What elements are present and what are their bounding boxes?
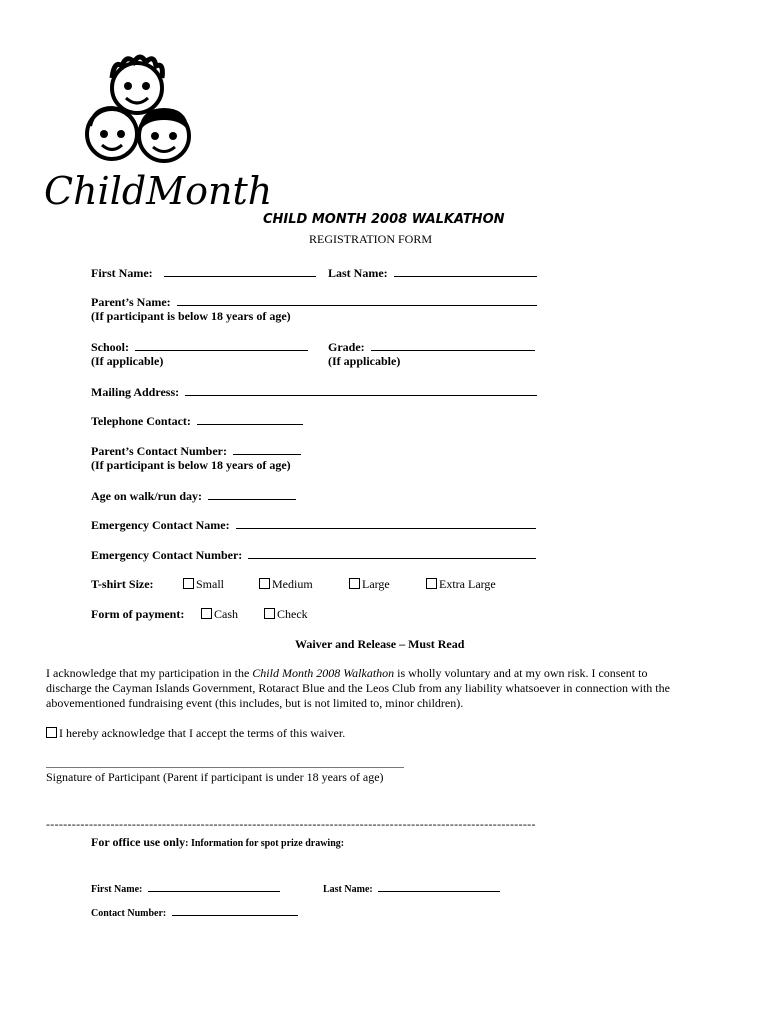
tshirt-option-large[interactable] — [349, 577, 390, 592]
waiver-line-3: abovementioned fundraising event (this includes, but is not limited to, minor children). — [46, 696, 464, 710]
parents-name-note: (If participant is below 18 years of age) — [91, 309, 291, 323]
last-name-label: Last Name: — [328, 266, 388, 280]
payment-option-cash[interactable] — [201, 607, 238, 622]
grade-label: Grade: — [328, 340, 365, 354]
school-row — [91, 339, 308, 355]
emergency-number-row — [91, 547, 536, 563]
grade-field[interactable] — [371, 339, 535, 351]
school-label: School: — [91, 340, 130, 354]
checkbox-icon[interactable] — [349, 578, 360, 589]
office-heading: For office use only — [91, 835, 186, 849]
tshirt-option-label: Small — [196, 577, 225, 591]
emergency-name-field[interactable] — [236, 517, 536, 529]
tshirt-label: T-shirt Size: — [91, 577, 154, 591]
tshirt-option-extra-large[interactable] — [426, 577, 496, 592]
tshirt-option-label: Large — [362, 577, 390, 591]
telephone-row — [91, 413, 303, 429]
office-first-name-label: First Name: — [91, 884, 143, 895]
mailing-address-field[interactable] — [185, 384, 537, 396]
form-subtitle: REGISTRATION FORM — [309, 232, 433, 246]
parents-contact-label: Parent’s Contact Number: — [91, 444, 227, 458]
signature-caption: Signature of Participant (Parent if participant is under 18 years of age) — [46, 770, 384, 784]
last-name-field[interactable] — [394, 265, 537, 277]
children-faces-icon — [42, 48, 273, 218]
first-name-field[interactable] — [164, 265, 316, 277]
age-label: Age on walk/run day: — [91, 489, 203, 503]
parents-name-field[interactable] — [177, 294, 537, 306]
child-month-logo — [42, 48, 273, 218]
tshirt-option-label: Medium — [272, 577, 313, 591]
checkbox-icon[interactable] — [46, 727, 57, 738]
first-name-row — [91, 265, 316, 281]
logo-wordmark: ChildMonth — [44, 169, 273, 213]
payment-label: Form of payment: — [91, 607, 185, 621]
parents-contact-row — [91, 443, 301, 459]
parents-contact-field[interactable] — [233, 443, 301, 455]
office-first-name-field[interactable] — [148, 882, 280, 892]
office-first-name-row — [91, 882, 280, 895]
checkbox-icon[interactable] — [259, 578, 270, 589]
parents-name-label: Parent’s Name: — [91, 295, 171, 309]
office-subheading: : Information for spot prize drawing: — [185, 838, 345, 849]
waiver-text-after: is wholly voluntary and at my own risk. I consent to — [394, 666, 648, 680]
office-last-name-label: Last Name: — [323, 884, 373, 895]
office-last-name-row — [323, 882, 500, 895]
parents-contact-note: (If participant is below 18 years of age) — [91, 458, 291, 472]
waiver-accept-row[interactable] — [46, 726, 345, 741]
school-field[interactable] — [135, 339, 308, 351]
office-heading-row — [91, 833, 344, 851]
waiver-event-name: Child Month 2008 Walkathon — [252, 666, 395, 680]
emergency-number-label: Emergency Contact Number: — [91, 548, 243, 562]
payment-option-check[interactable] — [264, 607, 308, 622]
payment-option-label: Cash — [214, 607, 238, 621]
mailing-address-label: Mailing Address: — [91, 385, 180, 399]
waiver-heading: Waiver and Release – Must Read — [295, 637, 465, 651]
checkbox-icon[interactable] — [264, 608, 275, 619]
payment-option-label: Check — [277, 607, 308, 621]
waiver-line-1 — [46, 666, 647, 681]
telephone-field[interactable] — [197, 413, 303, 425]
signature-line[interactable] — [46, 766, 404, 768]
waiver-accept-label: I hereby acknowledge that I accept the terms of this waiver. — [59, 726, 346, 740]
checkbox-icon[interactable] — [183, 578, 194, 589]
tshirt-option-label: Extra Large — [439, 577, 496, 591]
grade-note: (If applicable) — [328, 354, 401, 368]
mailing-address-row — [91, 384, 537, 400]
office-divider: ------------------------------------------------------------------------------------------------------------------ — [46, 817, 536, 831]
office-contact-label: Contact Number: — [91, 908, 167, 919]
office-contact-row — [91, 906, 298, 919]
checkbox-icon[interactable] — [201, 608, 212, 619]
grade-row — [328, 339, 535, 355]
office-contact-field[interactable] — [172, 906, 298, 916]
telephone-label: Telephone Contact: — [91, 414, 191, 428]
school-note: (If applicable) — [91, 354, 164, 368]
parents-name-row — [91, 294, 537, 310]
tshirt-option-small[interactable] — [183, 577, 224, 592]
waiver-text-before: I acknowledge that my participation in the — [46, 666, 253, 680]
tshirt-option-medium[interactable] — [259, 577, 313, 592]
age-row — [91, 488, 296, 504]
office-last-name-field[interactable] — [378, 882, 500, 892]
waiver-line-2: discharge the Cayman Islands Government, Rotaract Blue and the Leos Club from any liability whatsoever in connection with the — [46, 681, 670, 695]
last-name-row — [328, 265, 537, 281]
emergency-name-label: Emergency Contact Name: — [91, 518, 230, 532]
emergency-name-row — [91, 517, 536, 533]
checkbox-icon[interactable] — [426, 578, 437, 589]
emergency-number-field[interactable] — [248, 547, 536, 559]
age-field[interactable] — [208, 488, 296, 500]
form-title: CHILD MONTH 2008 WALKATHON — [263, 212, 505, 227]
first-name-label: First Name: — [91, 266, 153, 280]
